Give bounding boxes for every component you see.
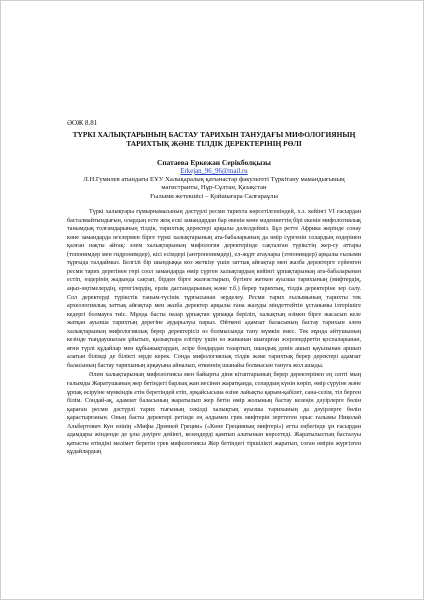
affiliation-line-3: Ғылыми жетекшісі – Қойшығара Салғараұлы [150, 192, 278, 200]
body-paragraph-2: Әлем халықтарының мифологиясы мен байырғы діни кітаптарының берер деректерінен ең септі мың ғалымды Жаратушының жер бетіндегі барлық жан иесінен жаратқанда, солардың күнін көріп, өмір сүруіне және ұрпақ өсіруіне мүмкіндік етін беретіндей етіп, әрқайсысына өзіне лайықты қарым-қабілет, сана-сезім, тіл берген білім. Сондай-ақ, адамзат баласының жаратылып жер бетін өмір жолының бастау кезеңін дәуірлерге бөлін қараған ресми дәстүрлі тарих тығының секілді халықтың ауызша тарихының да дәуірлерге бөлін қарастырғанын. Оның басты деректері ретінде ең алдымен грек мифтерін зерттеген орыс ғалымы Николай Альбертович Кун өзінің «Мифы Древней Греции» («Көне Грецияның мифтері») атты еңбегінде ұн ғасырдан адамдары жінденде де ұлы дәуірге дейінгі, кезеңдерді қамтып алатынын көрсетеді. Жаратылыстың басталуы қатысты өтіндіні мелімет беретін грек мифологиясы Жер бетіндегі тіршілікті жаратып, соған өмірін жүргізген құдайлардың [67, 372, 361, 456]
author-name: Спатаева Еркежан Серікболқызы [157, 157, 271, 167]
affiliation [67, 176, 361, 201]
article-body [67, 208, 361, 457]
body-paragraph-1: Түркі халықтары ғұмырнамасының дәстүрлі ресми тарихта көрсетілгеніндей, х.з. кейінгі VI ғасырдан басталмайтындығын, олардың есте жоқ ескі замандардан бар екенін көне мәдениеттің бірі екенін мифологиялық танымдық толғамдарының тілдік, тарихтық деректері арқылы дәлелдейміз. Бұл ретте Африка жерінде сонау көне замандарда өгелермен бірге түркі халықтарының ата-бабаларының да өмір сүргенін солардың өздерінен қалған нақты айғақ: әлем халықтарының мифология деректерінде сақталған түрікстің жер-су аттары (топонимдер мен гидронимдер), кісі есімдері (антропонимдер), ел-жұрт атаулары (этнонимдер) арқылы ғылыми тұрғыда талдаймыз. Белгілі бір шындыққа көз жеткізу үшін заттық айғақтар мен жазба деректерге сүйенген ресми тарих дерегінен гөрі соол замандарда өмір сүрген халықтардың кейінгі ұрпақтарының ата-бабаларынан естіп, өздерінің жадында сақтап, бірден бірге жалғастырып, бүгінге жеткен ауызша тарихының (мифтердің, аңыз-әңгімелердің, ертегілердің, ерлік дастандарының және т.б.) берер тарихтық, тілдік деректеріне зер салу. Сол деректерді түрікстік таным-түсінік тұрғысынан зерделеу. Ресми тарих ғылымының тарихты тек археологиялық заттық айғақтар мен жазба деректер арқылы ғана жазуды міндеттейтін ұстанымы ілгерішіге кедергі болмауға тиіс. Мұнда басты назар ұрпақтан ұрпаққа беріліп, халықтың өзімен бірге жасасып келе жатқан ауызша тарихтың дерегіне аударылуы парыз. Өйткені адамзат баласының бастау тарихын әлем халықтарының мифологиялық берер деректерісіз өз болмысында тану мүмкін емес. Тек мұнда айтушының кезінде тыңдаушысын ұйытып, қызықтыра елітіру үшін өз жанынан шығарған әсерлендіретін қоспаларынан, яғни түрлі құдайлар мен құбыжықтардан, әсіре боядардан тазартып, шындық дәнін ашып қауызынан аршып алатын білімді де білікті зерде керек. Сонда мифологиялық тілдік және тарихтық берер деректері адамзат баласының бастау тарихының арқауына айналып, өткеннің шынайы болмысын тануға жол ашады. [67, 209, 361, 369]
article-content [67, 119, 361, 457]
affiliation-line-1: Л.Н.Гумилев атындағы ЕҰУ Халықаралық қатынастар факультеті Түркітану мамандығының [83, 175, 345, 183]
author-email-link[interactable]: Erkejan_96_96@mail.ru [180, 167, 248, 175]
title-line-2: ТАРИХТЫҚ ЖӘНЕ ТІЛДІК ДЕРЕКТЕРІНІҢ РӨЛІ [126, 139, 302, 149]
affiliation-line-2: магистранты, Нұр-Сұлтан, Қазақстан [161, 184, 267, 192]
title-line-1: ТҮРКІ ХАЛЫҚТАРЫНЫҢ БАСТАУ ТАРИХЫН ТАНУДАҒЫ МИФОЛОГИЯНЫҢ [72, 130, 356, 139]
udc-code: ӘОЖ 8.81 [67, 119, 98, 127]
article-title [67, 130, 361, 149]
